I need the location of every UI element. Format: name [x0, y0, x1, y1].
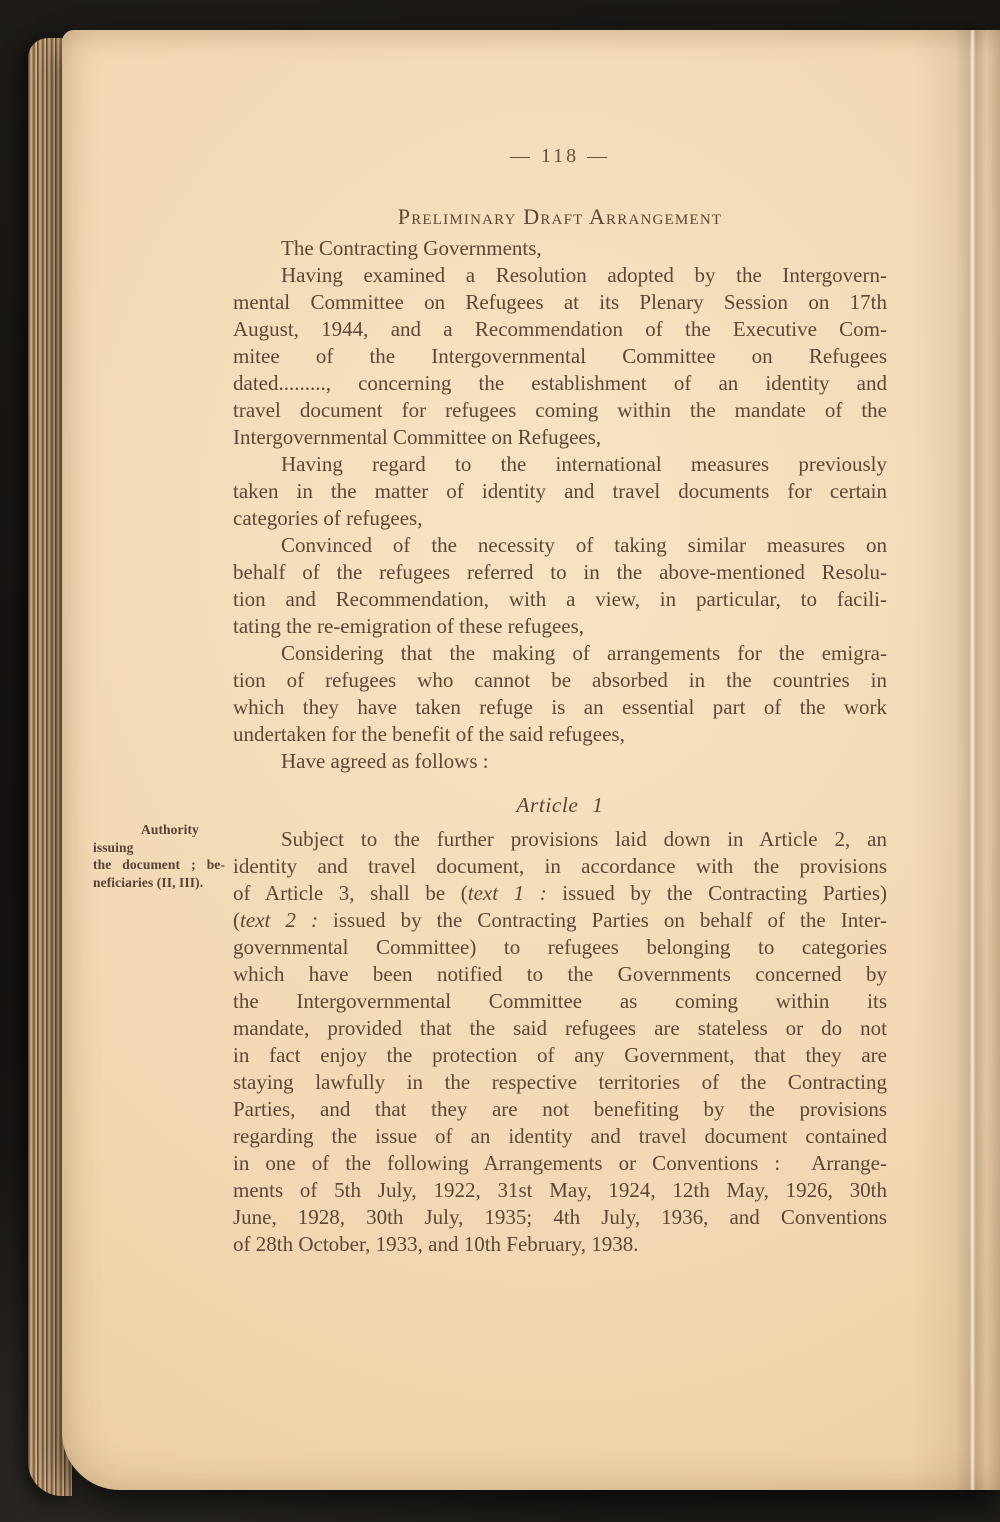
text-line: of 28th October, 1933, and 10th February, 1938. [233, 1232, 639, 1256]
text-line: which they have taken refuge is an essential part of the work [233, 695, 887, 719]
text-line: the document ; be- [93, 857, 225, 872]
article-paragraph [233, 826, 887, 1258]
preamble-paragraph [233, 640, 887, 748]
text-line: Having regard to the international measures previously [281, 452, 887, 476]
page-content [233, 143, 887, 1258]
text-line: categories of refugees, [233, 506, 423, 530]
book-page [62, 30, 1000, 1490]
preamble-paragraph [233, 532, 887, 640]
text-line: the Intergovernmental Committee as coming within its [233, 989, 887, 1013]
text-line: identity and travel document, in accordance with the provisions [233, 854, 887, 878]
text-line: (text 2 : issued by the Contracting Parties on behalf of the Inter- [233, 908, 887, 932]
text-line: mental Committee on Refugees at its Plenary Session on 17th [233, 290, 887, 314]
text-line: which have been notified to the Governments concerned by [233, 962, 887, 986]
margin-note [93, 821, 225, 891]
text-line: tion and Recommendation, with a view, in particular, to facili- [233, 587, 887, 611]
text-line: dated........., concerning the establishment of an identity and [233, 371, 887, 395]
text-line: Intergovernmental Committee on Refugees, [233, 425, 602, 449]
text-line: August, 1944, and a Recommendation of the Executive Com- [233, 317, 887, 341]
text-line: The Contracting Governments, [281, 236, 542, 260]
preamble-paragraph [233, 235, 887, 262]
preamble-paragraph [233, 451, 887, 532]
text-line: Convinced of the necessity of taking similar measures on [281, 533, 887, 557]
preamble-paragraph [233, 262, 887, 451]
text-line: behalf of the refugees referred to in the above-mentioned Resolu- [233, 560, 887, 584]
preamble-paragraph [233, 748, 887, 775]
document-title: Preliminary Draft Arrangement [397, 204, 723, 229]
text-line: June, 1928, 30th July, 1935; 4th July, 1936, and Conventions [233, 1205, 887, 1229]
text-line: tating the re-emigration of these refugees, [233, 614, 585, 638]
text-line: Having examined a Resolution adopted by the Intergovern- [281, 263, 887, 287]
text-line: mandate, provided that the said refugees are stateless or do not [233, 1016, 887, 1040]
page-number: — 118 — [509, 145, 611, 167]
text-line: Subject to the further provisions laid down in Article 2, an [281, 827, 887, 851]
text-line: in fact enjoy the protection of any Government, that they are [233, 1043, 887, 1067]
text-line: ments of 5th July, 1922, 31st May, 1924, 12th May, 1926, 30th [233, 1178, 887, 1202]
text-line: undertaken for the benefit of the said refugees, [233, 722, 625, 746]
text-line: neficiaries (II, III). [93, 874, 204, 890]
text-line: tion of refugees who cannot be absorbed in the countries in [233, 668, 887, 692]
text-line: travel document for refugees coming within the mandate of the [233, 398, 887, 422]
text-line: mitee of the Intergovernmental Committee on Refugees [233, 344, 887, 368]
text-line: of Article 3, shall be (text 1 : issued by the Contracting Parties) [233, 881, 887, 905]
article-heading: Article 1 [516, 793, 604, 817]
text-line: Parties, and that they are not benefiting by the provisions [233, 1097, 887, 1121]
text-line: Have agreed as follows : [281, 749, 489, 773]
text-line: Authority issuing [93, 822, 199, 855]
text-line: regarding the issue of an identity and travel document contained [233, 1124, 887, 1148]
page-gutter-fold [910, 30, 1000, 1490]
text-line: governmental Committee) to refugees belonging to categories [233, 935, 887, 959]
text-line: staying lawfully in the respective territories of the Contracting [233, 1070, 887, 1094]
text-line: Considering that the making of arrangements for the emigra- [281, 641, 887, 665]
text-line: in one of the following Arrangements or Conventions : Arrange- [233, 1151, 887, 1175]
text-line: taken in the matter of identity and travel documents for certain [233, 479, 887, 503]
